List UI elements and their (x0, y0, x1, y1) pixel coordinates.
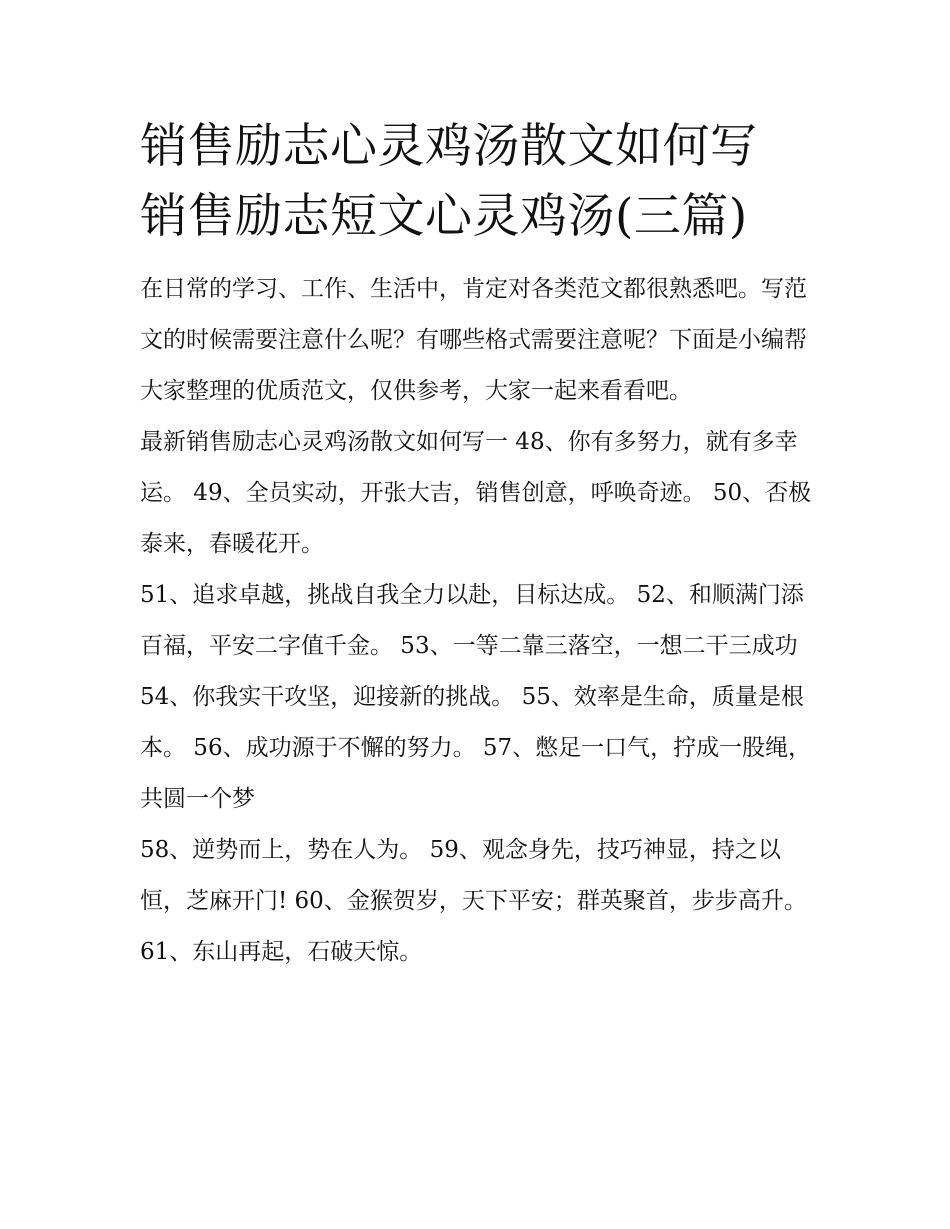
title-line-1: 销售励志心灵鸡汤散文如何写 (140, 119, 758, 174)
body-paragraph-2: 51、追求卓越，挑战自我全力以赴，目标达成。 52、和顺满门添百福，平安二字值千金。 53、一等二靠三落空，一想二干三成功 (140, 582, 804, 659)
body-paragraph-3: 54、你我实干攻坚，迎接新的挑战。 55、效率是生命，质量是根本。 56、成功源于不懈的努力。 57、憋足一口气，拧成一股绳，共圆一个梦 (140, 684, 812, 812)
document-title (140, 112, 820, 252)
intro-paragraph: 在日常的学习、工作、生活中，肯定对各类范文都很熟悉吧。写范文的时候需要注意什么呢？有哪些格式需要注意呢？下面是小编帮大家整理的优质范文，仅供参考，大家一起来看看吧。 (140, 276, 807, 404)
body-paragraph-4: 58、逆势而上，势在人为。 59、观念身先，技巧神显，持之以恒，芝麻开门! 60、金猴贺岁，天下平安；群英聚首，步步高升。 61、东山再起，石破天惊。 (140, 837, 807, 965)
body-paragraph-1: 最新销售励志心灵鸡汤散文如何写一 48、你有多努力，就有多幸运。 49、全员实动，开张大吉，销售创意，呼唤奇迹。 50、否极泰来，春暖花开。 (140, 429, 812, 557)
title-line-2: 销售励志短文心灵鸡汤(三篇) (140, 189, 748, 244)
document-page (140, 112, 820, 978)
